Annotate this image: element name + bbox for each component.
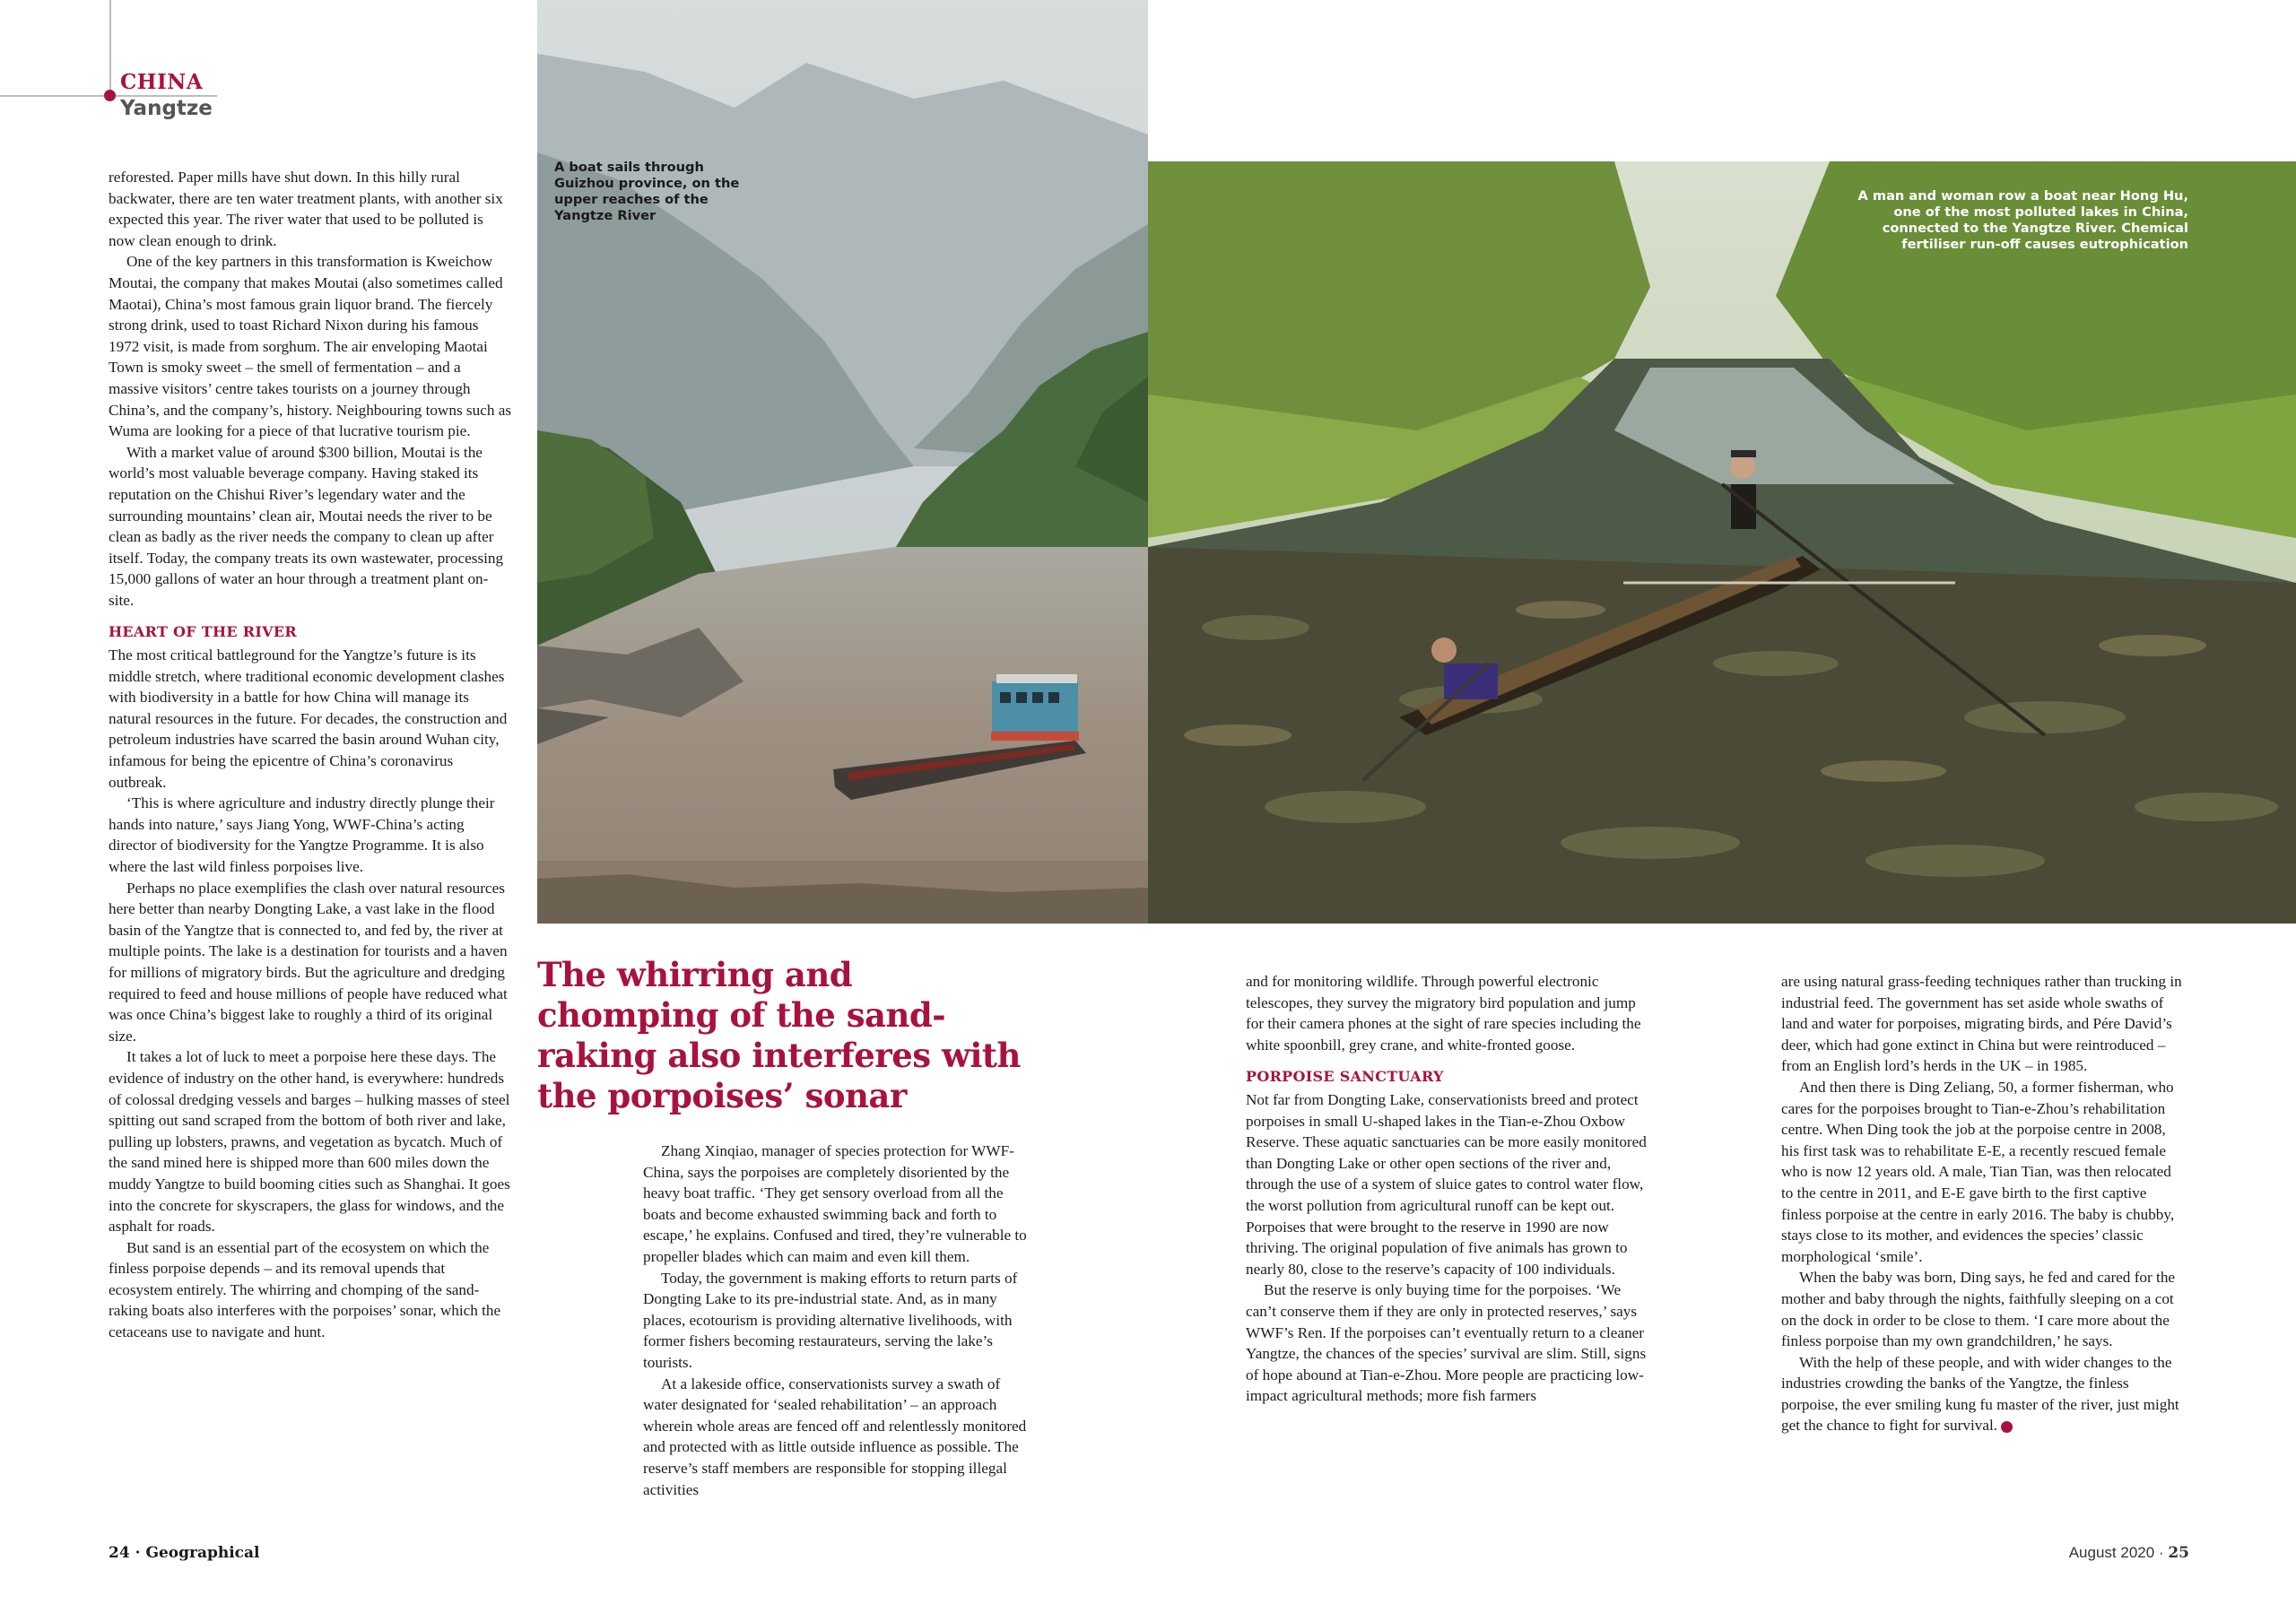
- header-dot: [104, 90, 116, 101]
- header-vertical-rule: [109, 0, 111, 97]
- left-photo-caption: A boat sails through Guizhou province, on the upper reaches of the Yangtze River: [554, 160, 740, 223]
- right-separator: ·: [2158, 1544, 2164, 1561]
- photo-river-boat: [537, 0, 1148, 924]
- footer-left: [109, 1544, 260, 1562]
- section-heading-heart-of-the-river: HEART OF THE RIVER: [109, 623, 297, 641]
- col3-paragraph: Not far from Dongting Lake, conservationists breed and protect porpoises in small U-shaped lakes in the Tian-e-Zhou Oxbow Reserve. These aquatic sanctuaries can be more easily monitored than Dongting Lake or other open sections of the river and, through the use of a system of sluice gates to control water flow, the worst pollution from agricultural runoff can be kept out. Porpoises that were brought to the reserve in 1990 are now thriving. The original population of five animals has grown to nearly 80, close to the reserve’s capacity of 100 individuals.: [1246, 1090, 1647, 1278]
- article-column-2: [643, 1141, 1038, 1500]
- col1-paragraph: reforested. Paper mills have shut down. In this hilly rural backwater, there are ten water treatment plants, with another six expected this year. The river water that used to be polluted is now clean enough to drink.: [109, 169, 503, 249]
- polluted-lake-illustration: [1148, 161, 2296, 924]
- article-column-4: [1781, 971, 2185, 1436]
- section-heading-porpoise-sanctuary: PORPOISE SANCTUARY: [1246, 1068, 1444, 1086]
- col3-paragraph: and for monitoring wildlife. Through powerful electronic telescopes, they survey the migratory bird population and jump for their camera phones at the sight of rare species including the white spoonbill, grey crane, and white-fronted goose.: [1246, 973, 1641, 1054]
- left-separator: ·: [135, 1544, 141, 1562]
- subsection-label: Yangtze: [120, 97, 213, 120]
- col1-paragraph: One of the key partners in this transformation is Kweichow Moutai, the company that makes Moutai (also sometimes called Maotai), China’s most famous grain liquor brand. The fiercely strong drink, used to toast Richard Nixon during his famous 1972 visit, is made from sorghum. The air enveloping Maotai Town is smoky sweet – the smell of fermentation – and a massive visitors’ centre takes tourists on a journey through China’s, and the company’s, history. Neighbouring towns such as Wuma are looking for a piece of that lucrative tourism pie.: [109, 253, 512, 440]
- col4-paragraph: And then there is Ding Zeliang, 50, a former fisherman, who cares for the porpoises brought to Tian-e-Zhou’s rehabilitation centre. When Ding took the job at the porpoise centre in 2008, his first task was to rehabilitate E-E, a recently rescued female who is now 12 years old. A male, Tian Tian, was then relocated to the centre in 2011, and E-E gave birth to the first captive finless porpoise at the centre in early 2016. The baby is chubby, stays close to its mother, and evidences the species’ classic morphological ‘smile’.: [1781, 1078, 2175, 1265]
- article-column-1: [109, 167, 512, 1343]
- col1-paragraph: The most critical battleground for the Yangtze’s future is its middle stretch, where traditional economic development clashes with biodiversity in a battle for how China will manage its natural resources in the future. For decades, the construction and petroleum industries have scarred the basin around Wuhan city, infamous for being the epicentre of China’s coronavirus outbreak.: [109, 646, 508, 791]
- col2-paragraph: Zhang Xinqiao, manager of species protection for WWF-China, says the porpoises are completely disoriented by the heavy boat traffic. ‘They get sensory overload from all the boats and become exhausted swimming back and forth to escape,’ he explains. Confused and tired, they’re vulnerable to propeller blades which can maim and even kill them.: [643, 1142, 1027, 1265]
- col1-paragraph: But sand is an essential part of the ecosystem on which the finless porpoise depends – and its removal upends that ecosystem entirely. The whirring and chomping of the sand-raking boats also interferes with the porpoises’ sonar, which the cetaceans use to navigate and hunt.: [109, 1238, 501, 1341]
- left-page-number: 24: [109, 1544, 130, 1562]
- section-label: CHINA: [120, 70, 204, 94]
- photo-polluted-lake: [1148, 161, 2296, 924]
- river-boat-illustration: [537, 0, 1148, 924]
- col1-paragraph: Perhaps no place exemplifies the clash over natural resources here better than nearby Dongting Lake, a vast lake in the flood basin of the Yangtze that is connected to, and fed by, the river at multiple points. The lake is a destination for tourists and a haven for millions of migratory birds. But the agriculture and dredging required to feed and house millions of people have reduced what was once China’s biggest lake to roughly a third of its original size.: [109, 879, 508, 1045]
- col3-paragraph: But the reserve is only buying time for the porpoises. ‘We can’t conserve them if they are only in protected reserves,’ says WWF’s Ren. If the porpoises can’t eventually return to a cleaner Yangtze, the chances of the species’ survival are slim. Still, signs of hope abound at Tian-e-Zhou. More people are practicing low-impact agricultural methods; more fish farmers: [1246, 1281, 1647, 1405]
- col1-paragraph: ‘This is where agriculture and industry directly plunge their hands into nature,’ says Jiang Yong, WWF-China’s acting director of biodiversity for the Yangtze Programme. It is also where the last wild finless porpoises live.: [109, 794, 495, 875]
- col4-paragraph: [1781, 1352, 2185, 1436]
- col2-paragraph: Today, the government is making efforts to return parts of Dongting Lake to its pre-industrial state. And, as in many places, ecotourism is providing alternative livelihoods, with former fishers becoming restaurateurs, serving the lake’s tourists.: [643, 1269, 1018, 1371]
- footer-right: [2069, 1544, 2189, 1562]
- magazine-name: Geographical: [145, 1544, 260, 1562]
- closing-paragraph-text: With the help of these people, and with wider changes to the industries crowding the banks of the Yangtze, the finless porpoise, the ever smiling kung fu master of the river, just might get the chance to fight for survival.: [1781, 1353, 2179, 1435]
- right-page-number: 25: [2168, 1544, 2189, 1562]
- col4-paragraph: are using natural grass-feeding techniques rather than trucking in industrial feed. The government has set aside whole swaths of land and water for porpoises, migrating birds, and Pére David’s deer, which had gone extinct in China but were reintroduced – from an English lord’s herds in the UK – in 1985.: [1781, 973, 2182, 1075]
- col4-paragraph: When the baby was born, Ding says, he fed and cared for the mother and baby through the nights, faithfully sleeping on a cot on the dock in order to be close to them. ‘I care more about the finless porpoise than my own grandchildren,’ he says.: [1781, 1269, 2176, 1350]
- article-column-3: [1246, 971, 1649, 1407]
- end-mark-dot: [2001, 1421, 2013, 1433]
- col1-paragraph: With a market value of around $300 billion, Moutai is the world’s most valuable beverage company. Having staked its reputation on the Chishui River’s legendary water and the surrounding mountains’ clean air, Moutai needs the river to be clean as badly as the river needs the company to clean up after itself. Today, the company treats its own wastewater, processing 15,000 gallons of water an hour through a treatment plant on-site.: [109, 443, 504, 609]
- col1-paragraph: It takes a lot of luck to meet a porpoise here these days. The evidence of industry on the other hand, is everywhere: hundreds of colossal dredging vessels and barges – hulking masses of steel spitting out sand scraped from the bottom of both river and lake, pulling up lobsters, prawns, and vegetation as bycatch. Much of the sand mined here is shipped more than 600 miles down the muddy Yangtze to build booming cities such as Shanghai. It goes into the concrete for skyscrapers, the glass for windows, and the asphalt for roads.: [109, 1048, 510, 1236]
- issue-date: August 2020: [2068, 1544, 2155, 1561]
- pull-quote: The whirring and chomping of the sand-raking also interferes with the porpoises’ sonar: [537, 955, 1021, 1115]
- right-photo-caption: A man and woman row a boat near Hong Hu, one of the most polluted lakes in China, connected to the Yangtze River. Chemical fertiliser run-off causes eutrophication: [1857, 188, 2188, 252]
- col2-paragraph: At a lakeside office, conservationists survey a swath of water designated for ‘sealed rehabilitation’ – an approach wherein whole areas are fenced off and relentlessly monitored and protected with as little outside influence as possible. The reserve’s staff members are responsible for stopping illegal activities: [643, 1375, 1027, 1498]
